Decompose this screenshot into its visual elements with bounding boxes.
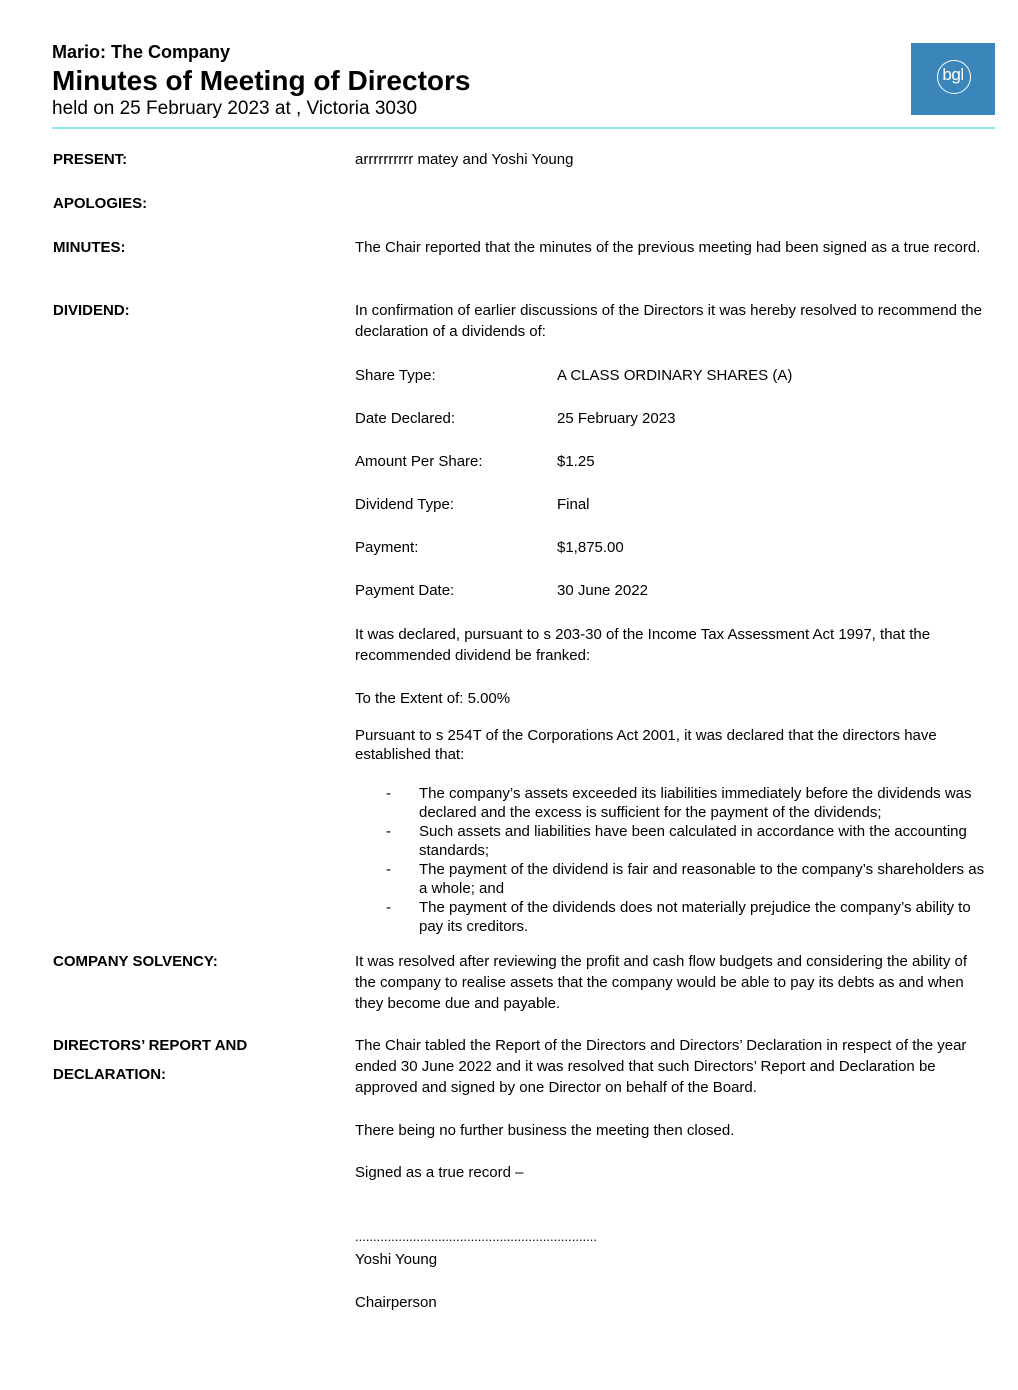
report-text: The Chair tabled the Report of the Directors and Directors’ Declaration in respect of the year ended 30 June 2022 and it was resolved that such Directors’ Report and Declaration be approved and signed by one Director on behalf of the Board. <box>355 1037 967 1096</box>
bgl-logo <box>911 43 995 115</box>
franking-text: It was declared, pursuant to s 203-30 of the Income Tax Assessment Act 1997, that the recommended dividend be franked: <box>355 626 931 664</box>
bullet-dash: - <box>386 785 391 802</box>
report-label-line1: DIRECTORS’ REPORT AND <box>53 1037 248 1054</box>
minutes-label: MINUTES: <box>53 239 126 256</box>
franking-extent: To the Extent of: 5.00% <box>355 690 511 707</box>
solvency-label: COMPANY SOLVENCY: <box>53 953 218 970</box>
list-item <box>355 898 985 936</box>
minutes-text: The Chair reported that the minutes of the previous meeting had been signed as a true record. <box>355 239 981 256</box>
apologies-label: APOLOGIES: <box>53 195 148 212</box>
dividend-type-value: Final <box>557 496 590 513</box>
dividend-type-key: Dividend Type: <box>355 496 454 513</box>
list-item-text: Such assets and liabilities have been calculated in accordance with the accounting standards; <box>419 823 967 859</box>
dividend-intro: In confirmation of earlier discussions of the Directors it was hereby resolved to recommend the declaration of a dividends of: <box>355 302 982 340</box>
signed-text: Signed as a true record – <box>355 1164 524 1181</box>
share-type-value: A CLASS ORDINARY SHARES (A) <box>557 367 793 384</box>
signatory-role: Chairperson <box>355 1294 437 1311</box>
amount-per-share-value: $1.25 <box>557 453 595 470</box>
signatory-name: Yoshi Young <box>355 1251 438 1268</box>
present-label: PRESENT: <box>53 151 128 168</box>
date-declared-key: Date Declared: <box>355 410 456 427</box>
payment-value: $1,875.00 <box>557 539 624 556</box>
header-divider <box>52 127 995 129</box>
list-item-text: The payment of the dividends does not materially prejudice the company’s ability to pay its creditors. <box>419 899 971 935</box>
signature-line: ................................................................... <box>355 1229 597 1244</box>
dividend-label: DIVIDEND: <box>53 302 130 319</box>
date-declared-value: 25 February 2023 <box>557 410 676 427</box>
list-item <box>355 784 985 822</box>
payment-date-key: Payment Date: <box>355 582 455 599</box>
solvency-text: It was resolved after reviewing the profit and cash flow budgets and considering the ability of the company to realise assets that the company would be able to pay its debts as and when they become due and payable. <box>355 953 968 1012</box>
bullet-dash: - <box>386 899 391 916</box>
list-item <box>355 822 985 860</box>
pursuant-text: Pursuant to s 254T of the Corporations Act 2001, it was declared that the directors have established that: <box>355 727 937 763</box>
list-item <box>355 860 985 898</box>
list-item-text: The company’s assets exceeded its liabilities immediately before the dividends was declared and the excess is sufficient for the payment of the dividends; <box>419 785 972 821</box>
logo-text: bgl <box>942 65 964 84</box>
solvency-tests-list <box>355 784 985 936</box>
bullet-dash: - <box>386 823 391 840</box>
list-item-text: The payment of the dividend is fair and reasonable to the company’s shareholders as a whole; and <box>419 861 985 897</box>
payment-date-value: 30 June 2022 <box>557 582 648 599</box>
closing-text: There being no further business the meeting then closed. <box>355 1122 735 1139</box>
report-label-line2: DECLARATION: <box>53 1066 167 1083</box>
document-title: Minutes of Meeting of Directors <box>52 65 471 96</box>
bullet-dash: - <box>386 861 391 878</box>
amount-per-share-key: Amount Per Share: <box>355 453 483 470</box>
meeting-subtitle: held on 25 February 2023 at , Victoria 3030 <box>52 98 418 119</box>
present-text: arrrrrrrrrr matey and Yoshi Young <box>355 151 574 168</box>
payment-key: Payment: <box>355 539 419 556</box>
company-name: Mario: The Company <box>52 42 231 62</box>
share-type-key: Share Type: <box>355 367 436 384</box>
